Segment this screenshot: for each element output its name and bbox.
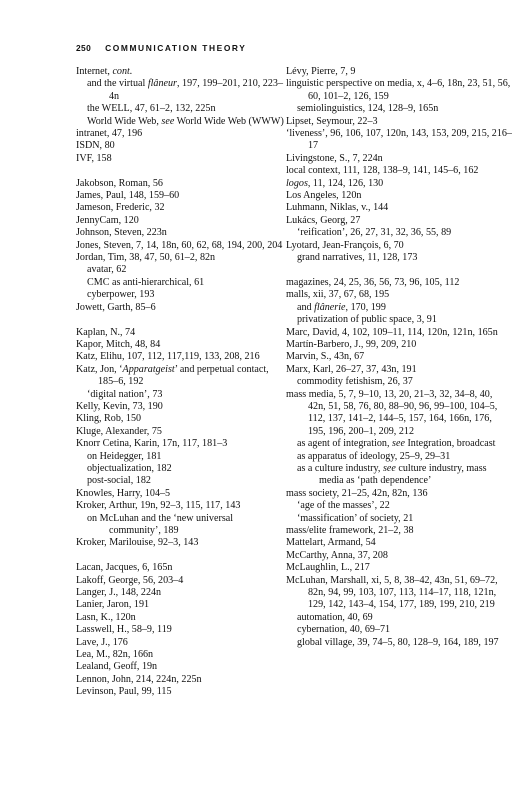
index-subentry: as a culture industry, see culture industry, mass media as ‘path dependence’	[297, 462, 487, 487]
index-subentry: as agent of integration, see Integration, broadcast	[297, 438, 496, 450]
index-entry: Lea, M., 82n, 166n	[76, 649, 154, 661]
index-entry: Lukács, Georg, 27	[286, 214, 361, 226]
index-entry: Langer, J., 148, 224n	[76, 587, 162, 599]
index-entry: Lennon, John, 214, 224n, 225n	[76, 673, 202, 685]
index-entry: Martín-Barbero, J., 99, 209, 210	[286, 338, 417, 350]
index-subentry: cyberpower, 193	[87, 289, 155, 301]
index-subentry: semiolinguistics, 124, 128–9, 165n	[297, 103, 439, 115]
index-entry: Lakoff, George, 56, 203–4	[76, 574, 184, 586]
index-subentry: grand narratives, 11, 128, 173	[297, 252, 418, 264]
index-entry: ‘liveness’, 96, 106, 107, 120n, 143, 153, 209, 215, 216–17	[286, 128, 512, 152]
index-entry: Knowles, Harry, 104–5	[76, 487, 171, 499]
index-column-right	[286, 66, 512, 649]
index-entry: ISDN, 80	[76, 140, 115, 152]
index-entry: Luhmann, Niklas, v., 144	[286, 202, 389, 214]
index-entry: Katz, Jon, ‘Apparatgeist’ and perpetual contact, 185–6, 192	[76, 363, 269, 388]
index-entry: Lévy, Pierre, 7, 9	[286, 66, 356, 77]
index-entry: Kroker, Arthur, 19n, 92–3, 115, 117, 143	[76, 500, 241, 512]
index-entry: Los Angeles, 120n	[286, 190, 362, 202]
index-entry: Kelly, Kevin, 73, 190	[76, 400, 163, 412]
letter-group-gap	[76, 550, 286, 562]
index-subentry: on McLuhan and the ‘new universal community’, 189	[87, 512, 234, 536]
index-subentry: ‘digital nation’, 73	[87, 388, 163, 400]
index-entry: Kroker, Marilouise, 92–3, 143	[76, 537, 199, 549]
index-column-left	[76, 66, 286, 699]
running-title: COMMUNICATION THEORY	[105, 43, 247, 53]
index-entry: Lealand, Geoff, 19n	[76, 661, 158, 673]
index-entry: Knorr Cetina, Karin, 17n, 117, 181–3	[76, 438, 228, 450]
index-entry: Jowett, Garth, 85–6	[76, 301, 156, 313]
index-subentry: and flânerie, 170, 199	[297, 301, 386, 313]
index-entry: Jordan, Tim, 38, 47, 50, 61–2, 82n	[76, 252, 216, 264]
page-number: 250	[76, 43, 92, 53]
index-subentry: ‘reification’, 26, 27, 31, 32, 36, 55, 89	[297, 227, 452, 239]
index-subentry: and the virtual flâneur, 197, 199–201, 210, 223–4n	[87, 78, 283, 102]
index-subentry: World Wide Web, see World Wide Web (WWW)	[87, 115, 284, 127]
index-subentry: cybernation, 40, 69–71	[297, 624, 391, 636]
index-entry: JennyCam, 120	[76, 214, 139, 226]
letter-group-gap	[76, 314, 286, 326]
index-subentry: objectualization, 182	[87, 462, 172, 474]
letter-group-gap	[286, 265, 512, 277]
index-entry: Jones, Steven, 7, 14, 18n, 60, 62, 68, 194, 200, 204	[76, 239, 283, 251]
index-entry: Kapor, Mitch, 48, 84	[76, 338, 161, 350]
index-entry: malls, xii, 37, 67, 68, 195	[286, 289, 390, 301]
index-entry: Livingstone, S., 7, 224n	[286, 152, 383, 164]
letter-group-gap	[76, 165, 286, 177]
index-entry: linguistic perspective on media, x, 4–6, 18n, 23, 51, 56, 60, 101–2, 126, 159	[286, 78, 511, 102]
index-entry: Marx, Karl, 26–27, 37, 43n, 191	[286, 363, 417, 375]
index-entry: McCarthy, Anna, 37, 208	[286, 549, 388, 561]
index-entry: magazines, 24, 25, 36, 56, 73, 96, 105, 112	[286, 276, 460, 288]
index-entry: Lipset, Seymour, 22–3	[286, 115, 378, 127]
index-subentry: commodity fetishism, 26, 37	[297, 376, 413, 388]
index-subentry: CMC as anti-hierarchical, 61	[87, 276, 205, 288]
index-subentry: automation, 40, 69	[297, 611, 373, 623]
index-subentry: the WELL, 47, 61–2, 132, 225n	[87, 103, 216, 115]
index-subentry: ‘age of the masses’, 22	[297, 500, 390, 512]
index-entry: Katz, Elihu, 107, 112, 117,119, 133, 208, 216	[76, 351, 260, 363]
index-entry: Johnson, Steven, 223n	[76, 227, 167, 239]
index-entry: Marc, David, 4, 102, 109–11, 114, 120n, 121n, 165n	[286, 326, 498, 338]
index-entry: mass society, 21–25, 42n, 82n, 136	[286, 487, 428, 499]
index-entry: IVF, 158	[76, 152, 112, 164]
index-entry: intranet, 47, 196	[76, 128, 143, 140]
index-entry: James, Paul, 148, 159–60	[76, 190, 180, 202]
index-entry: Lacan, Jacques, 6, 165n	[76, 562, 173, 574]
index-entry: Jameson, Frederic, 32	[76, 202, 165, 214]
index-entry: Lanier, Jaron, 191	[76, 599, 150, 611]
index-subentry: privatization of public space, 3, 91	[297, 314, 437, 326]
index-subentry: post-social, 182	[87, 475, 151, 487]
index-entry: Lave, J., 176	[76, 636, 128, 648]
index-entry: local context, 111, 128, 138–9, 141, 145–6, 162	[286, 165, 479, 177]
index-entry: Jakobson, Roman, 56	[76, 177, 163, 189]
index-subentry: avatar, 62	[87, 264, 127, 276]
index-entry: Internet, cont.	[76, 66, 133, 77]
index-entry: mass/elite framework, 21–2, 38	[286, 525, 414, 537]
index-entry: mass media, 5, 7, 9–10, 13, 20, 21–3, 32, 34–8, 40, 42n, 51, 58, 76, 80, 88–90, 96, 99–100, 104–5, 112, 137, 141–2, 144–5, 157, 164, 166n, 176, 195, 196, 200–1, 209, 212	[286, 388, 498, 437]
index-subentry: as apparatus of ideology, 25–9, 29–31	[297, 450, 451, 462]
index-entry: Lasswell, H., 58–9, 119	[76, 624, 172, 636]
index-entry: Levinson, Paul, 99, 115	[76, 686, 172, 698]
index-entry: McLaughlin, L., 217	[286, 562, 370, 574]
index-entry: McLuhan, Marshall, xi, 5, 8, 38–42, 43n, 51, 69–72, 82n, 94, 99, 103, 107, 113, 114–17, 118, 121n, 129, 142, 143–4, 154, 177, 189, 199, 210, 219	[286, 574, 498, 611]
index-entry: Lyotard, Jean-François, 6, 70	[286, 239, 404, 251]
index-entry: Marvin, S., 43n, 67	[286, 351, 365, 363]
index-subentry: on Heidegger, 181	[87, 450, 162, 462]
index-subentry: ‘massification’ of society, 21	[297, 512, 414, 524]
running-header	[76, 43, 246, 53]
index-entry: logos, 11, 124, 126, 130	[286, 177, 384, 189]
index-entry: Mattelart, Armand, 54	[286, 537, 376, 549]
index-subentry: global village, 39, 74–5, 80, 128–9, 164, 189, 197	[297, 636, 499, 648]
index-entry: Kluge, Alexander, 75	[76, 425, 162, 437]
index-entry: Kling, Rob, 150	[76, 413, 142, 425]
index-entry: Lasn, K., 120n	[76, 611, 136, 623]
index-entry: Kaplan, N., 74	[76, 326, 136, 338]
